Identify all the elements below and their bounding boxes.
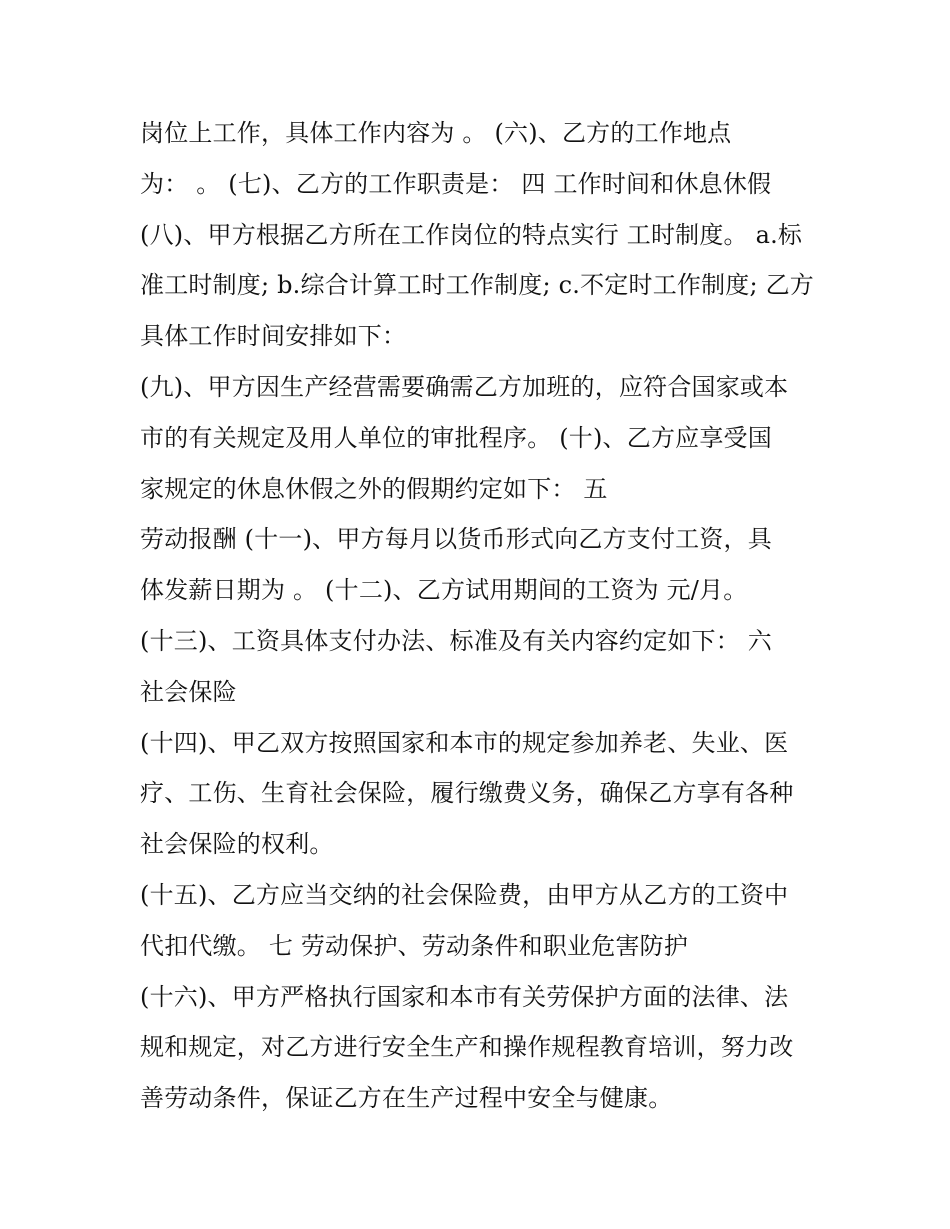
text-line: 岗位上工作，具体工作内容为 。 (六)、乙方的工作地点 (140, 119, 732, 147)
text-line: (十六)、甲方严格执行国家和本市有关劳保护方面的法律、法 (140, 982, 789, 1011)
text-line: (八)、甲方根据乙方所在工作岗位的特点实行 工时制度。 a.标 (140, 220, 803, 249)
text-line: 代扣代缴。 七 劳动保护、劳动条件和职业危害防护 (140, 931, 689, 960)
text-line: 家规定的休息休假之外的假期约定如下： 五 (140, 474, 608, 503)
text-line: (十三)、工资具体支付办法、标准及有关内容约定如下： 六 (140, 626, 772, 655)
text-line: 善劳动条件，保证乙方在生产过程中安全与健康。 (140, 1084, 673, 1113)
text-line: 市的有关规定及用人单位的审批程序。 (十)、乙方应享受国 (140, 423, 772, 452)
text-line: 体发薪日期为 。 (十二)、乙方试用期间的工资为 元/月。 (140, 576, 748, 605)
text-line: (十四)、甲乙双方按照国家和本市的规定参加养老、失业、医 (140, 728, 789, 757)
text-line: 社会保险的权利。 (140, 830, 334, 859)
text-line: 具体工作时间安排如下： (140, 322, 407, 351)
text-line: 疗、工伤、生育社会保险，履行缴费义务，确保乙方享有各种 (140, 779, 794, 808)
text-line: (九)、甲方因生产经营需要确需乙方加班的，应符合国家或本 (140, 372, 789, 401)
text-line: 为： 。 (七)、乙方的工作职责是： 四 工作时间和休息休假 (140, 169, 772, 198)
text-line: 劳动报酬 (十一)、甲方每月以货币形式向乙方支付工资，具 (140, 525, 772, 554)
contract-text-block (140, 108, 830, 1124)
text-line: 准工时制度; b.综合计算工时工作制度; c.不定时工作制度; 乙方 (140, 271, 815, 300)
text-line: 规和规定，对乙方进行安全生产和操作规程教育培训，努力改 (140, 1033, 794, 1062)
text-line: 社会保险 (140, 677, 237, 706)
text-line: (十五)、乙方应当交纳的社会保险费，由甲方从乙方的工资中 (140, 880, 789, 909)
